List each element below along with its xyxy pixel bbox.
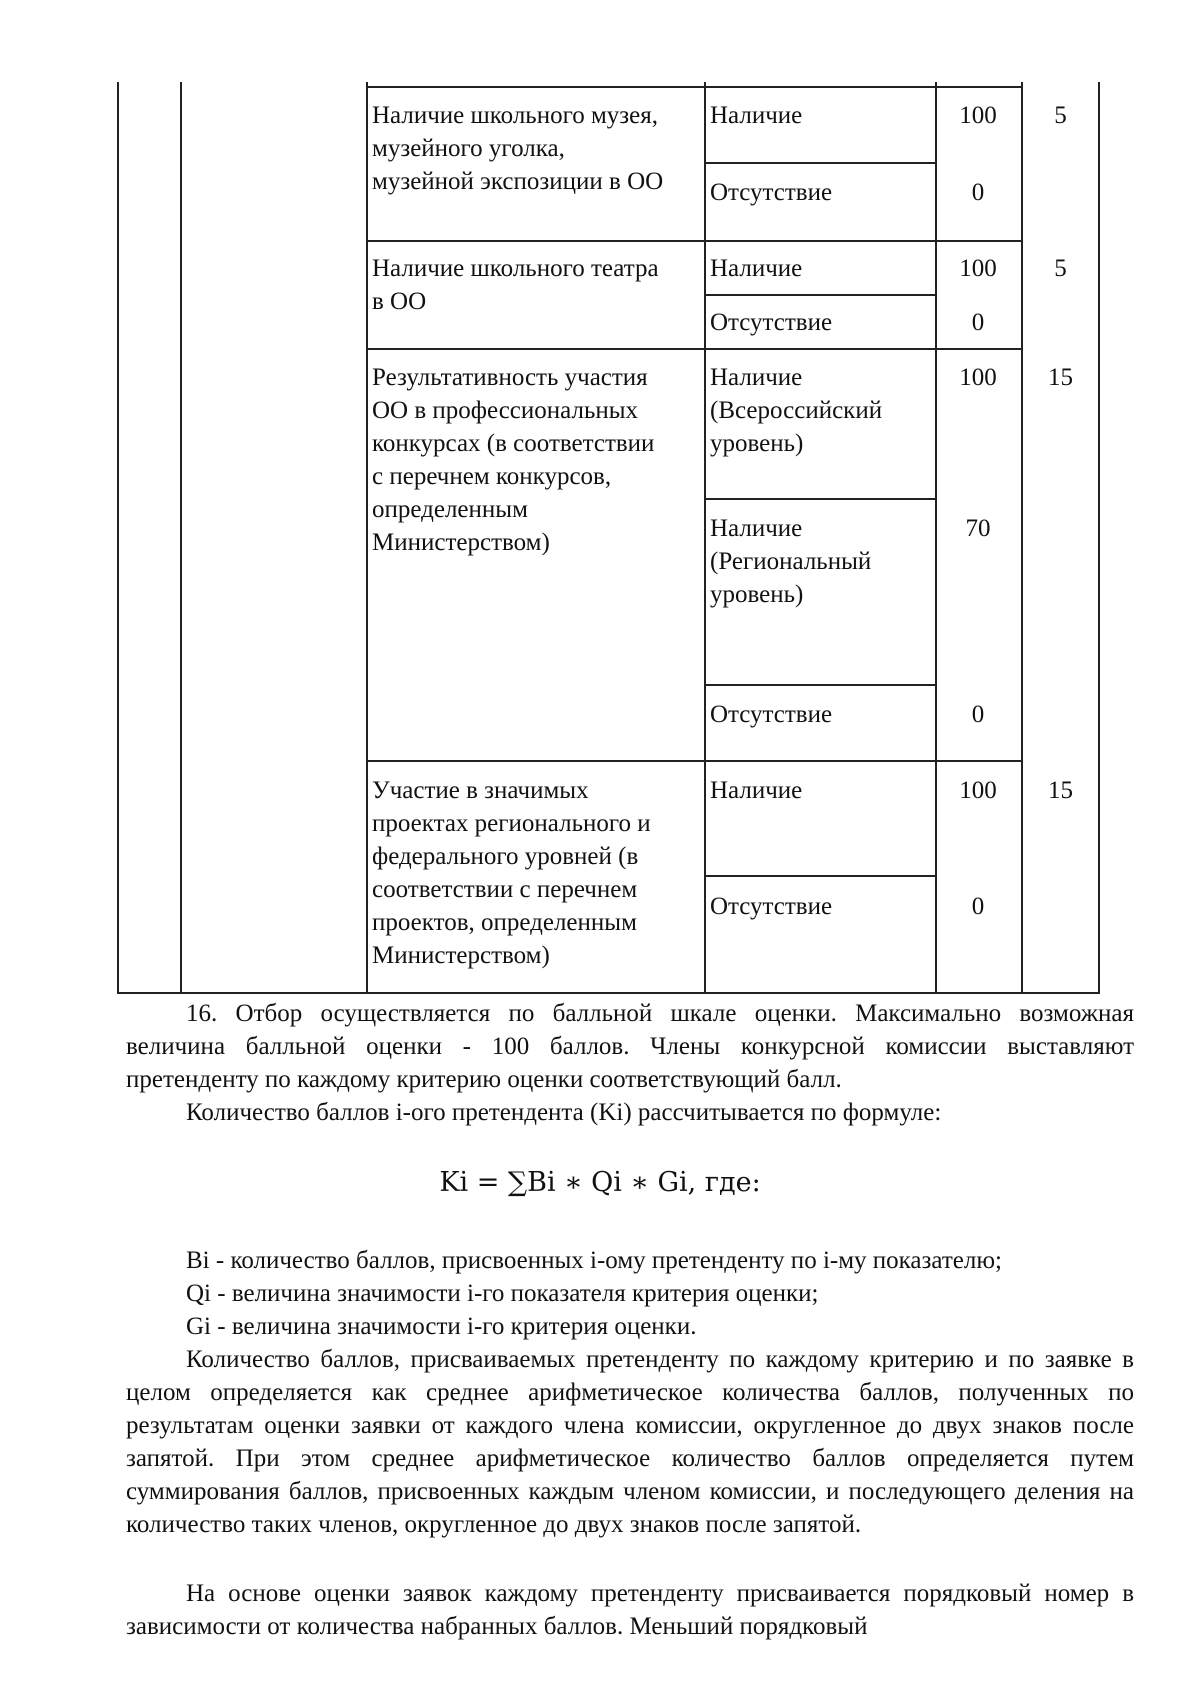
- option-label: Отсутствие: [710, 179, 833, 206]
- definition-gi: Gi - величина значимости i-го критерия оценки.: [186, 1313, 697, 1340]
- option-label: Отсутствие: [710, 893, 833, 920]
- option-label: Наличие (Региональный уровень): [710, 515, 872, 608]
- option-score: 100: [959, 255, 997, 282]
- table-row-divider: [704, 684, 937, 686]
- table-border-left: [117, 82, 119, 908]
- table-row-divider: [704, 498, 937, 500]
- table-border-right: [1098, 906, 1100, 994]
- table-row-divider: [366, 348, 1023, 350]
- indicator-weight: 5: [1054, 255, 1067, 282]
- table-border-right: [1098, 82, 1100, 908]
- table-row-divider: [704, 162, 937, 164]
- definition-qi: Qi - величина значимости i-го показателя критерия оценки;: [186, 1280, 819, 1307]
- paragraph-average: Количество баллов, присваиваемых претенденту по каждому критерию и по заявке в целом определяется как среднее арифметическое количества баллов, полученных по результатам оценки заявки от каждого члена комиссии, округленное до двух знаков после запятой. При этом среднее арифметическое количество баллов определяется путем суммирования баллов, присвоенных каждым членом комиссии, и последующего деления на количество таких членов, округленное до двух знаков после запятой.: [126, 1346, 1134, 1538]
- table-row-divider: [366, 86, 1023, 88]
- table-column-divider: [1021, 906, 1023, 994]
- option-label: Наличие: [710, 777, 803, 804]
- paragraph-formula-intro: Количество баллов i-ого претендента (Ki) рассчитывается по формуле:: [186, 1099, 942, 1126]
- paragraph-rank: На основе оценки заявок каждому претенденту присваивается порядковый номер в зависимости от количества набранных баллов. Меньший порядковый: [126, 1580, 1134, 1640]
- paragraph-16: 16. Отбор осуществляется по балльной шкале оценки. Максимально возможная величина балльной оценки - 100 баллов. Члены конкурсной комиссии выставляют претенденту по каждому критерию оценки соответствующий балл.: [126, 1000, 1134, 1093]
- table-column-divider: [180, 82, 182, 908]
- indicator-weight: 15: [1048, 777, 1073, 804]
- indicator-projects: Участие в значимых проектах регионального и федерального уровней (в соответствии с перечнем проектов, определенным Министерством): [372, 777, 651, 969]
- table-row-divider: [366, 240, 1023, 242]
- option-score: 0: [971, 893, 985, 920]
- table-column-divider: [366, 906, 368, 994]
- table-row-divider: [704, 875, 937, 877]
- option-label: Наличие: [710, 102, 803, 129]
- indicator-museum: Наличие школьного музея, музейного уголка, музейной экспозиции в ОО: [372, 102, 664, 195]
- table-row-divider: [704, 294, 937, 296]
- table-column-divider: [366, 82, 368, 908]
- option-label: Наличие: [710, 255, 803, 282]
- table-border-left: [117, 906, 119, 994]
- option-score: 0: [971, 309, 985, 336]
- option-label: Отсутствие: [710, 309, 833, 336]
- indicator-contests: Результативность участия ОО в профессиональных конкурсах (в соответствии с перечнем конкурсов, определенным Министерством): [372, 364, 655, 556]
- option-score: 70: [965, 515, 991, 542]
- table-column-divider: [180, 906, 182, 994]
- table-row-divider: [366, 760, 1023, 762]
- indicator-theatre: Наличие школьного театра в ОО: [372, 255, 659, 315]
- option-score: 100: [959, 364, 997, 391]
- option-score: 0: [971, 701, 985, 728]
- table-border-bottom: [117, 992, 1100, 994]
- option-score: 100: [959, 777, 997, 804]
- formula: Ki = ∑Bi ∗ Qi ∗ Gi, где:: [439, 1167, 761, 1198]
- option-score: 0: [971, 179, 985, 206]
- indicator-weight: 5: [1054, 102, 1067, 129]
- indicator-weight: 15: [1048, 364, 1073, 391]
- option-label: Отсутствие: [710, 701, 833, 728]
- definition-bi: Bi - количество баллов, присвоенных i-ому претенденту по i-му показателю;: [186, 1247, 1002, 1274]
- table-column-divider: [704, 82, 706, 908]
- option-label: Наличие (Всероссийский уровень): [710, 364, 883, 457]
- table-column-divider: [704, 906, 706, 994]
- option-score: 100: [959, 102, 997, 129]
